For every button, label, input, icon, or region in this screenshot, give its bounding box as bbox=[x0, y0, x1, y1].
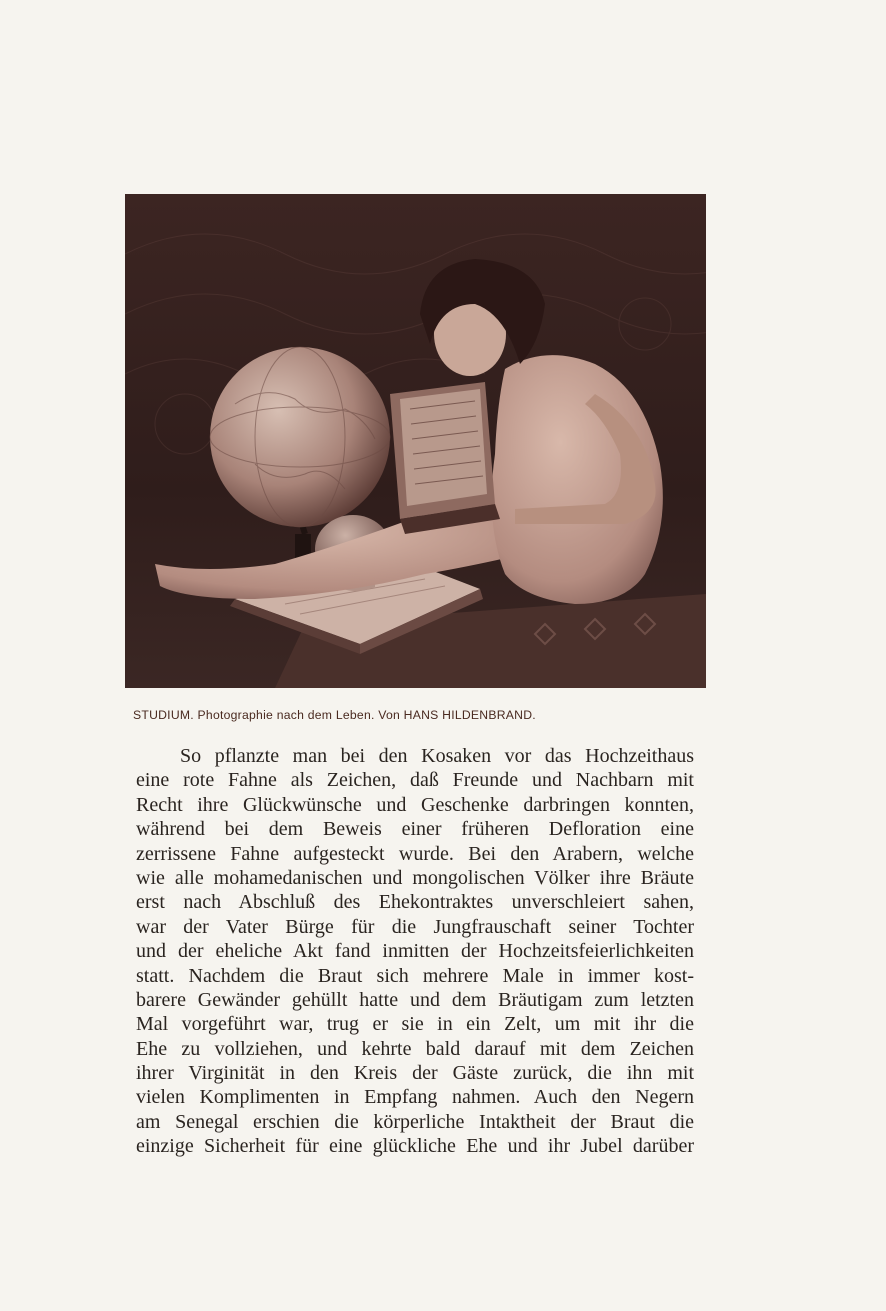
text-line: Recht ihre Glückwünsche und Geschenke darbringen konnten, bbox=[136, 793, 694, 816]
text-line: am Senegal erschien die körperliche Intaktheit der Braut die bbox=[136, 1110, 694, 1133]
text-line: und der eheliche Akt fand inmitten der Hochzeitsfeierlichkeiten bbox=[136, 940, 694, 963]
caption-credit: Von HANS HILDENBRAND. bbox=[378, 708, 536, 722]
photograph-plate bbox=[125, 194, 706, 688]
caption-title: STUDIUM. bbox=[133, 708, 194, 722]
text-line: Mal vorgeführt war, trug er sie in ein Zelt, um mit ihr die bbox=[136, 1013, 694, 1036]
text-line: während bei dem Beweis einer früheren Defloration eine bbox=[136, 818, 694, 841]
caption-subtitle: Photographie nach dem Leben. bbox=[197, 708, 375, 722]
text-line: erst nach Abschluß des Ehekontraktes unverschleiert sahen, bbox=[136, 891, 694, 914]
text-line: So pflanzte man bei den Kosaken vor das Hochzeithaus bbox=[180, 745, 694, 767]
text-line: zerrissene Fahne aufgesteckt wurde. Bei den Arabern, welche bbox=[136, 842, 694, 865]
text-line: einzige Sicherheit für eine glückliche Ehe und ihr Jubel darüber bbox=[136, 1135, 694, 1158]
text-line: barere Gewänder gehüllt hatte und dem Bräutigam zum letzten bbox=[136, 988, 694, 1011]
text-line: Ehe zu vollziehen, und kehrte bald darauf mit dem Zeichen bbox=[136, 1037, 694, 1060]
photo-caption bbox=[133, 708, 733, 722]
text-line: wie alle mohamedanischen und mongolischen Völker ihre Bräute bbox=[136, 866, 694, 889]
body-text bbox=[136, 744, 694, 1159]
text-line: ihrer Virginität in den Kreis der Gäste zurück, die ihn mit bbox=[136, 1062, 694, 1085]
text-line: vielen Komplimenten in Empfang nahmen. Auch den Negern bbox=[136, 1086, 694, 1109]
text-line: war der Vater Bürge für die Jungfrauschaft seiner Tochter bbox=[136, 915, 694, 938]
globe bbox=[210, 347, 390, 527]
text-line: statt. Nachdem die Braut sich mehrere Male in immer kost- bbox=[136, 964, 694, 987]
text-line: eine rote Fahne als Zeichen, daß Freunde und Nachbarn mit bbox=[136, 769, 694, 792]
photograph-illustration bbox=[125, 194, 706, 688]
